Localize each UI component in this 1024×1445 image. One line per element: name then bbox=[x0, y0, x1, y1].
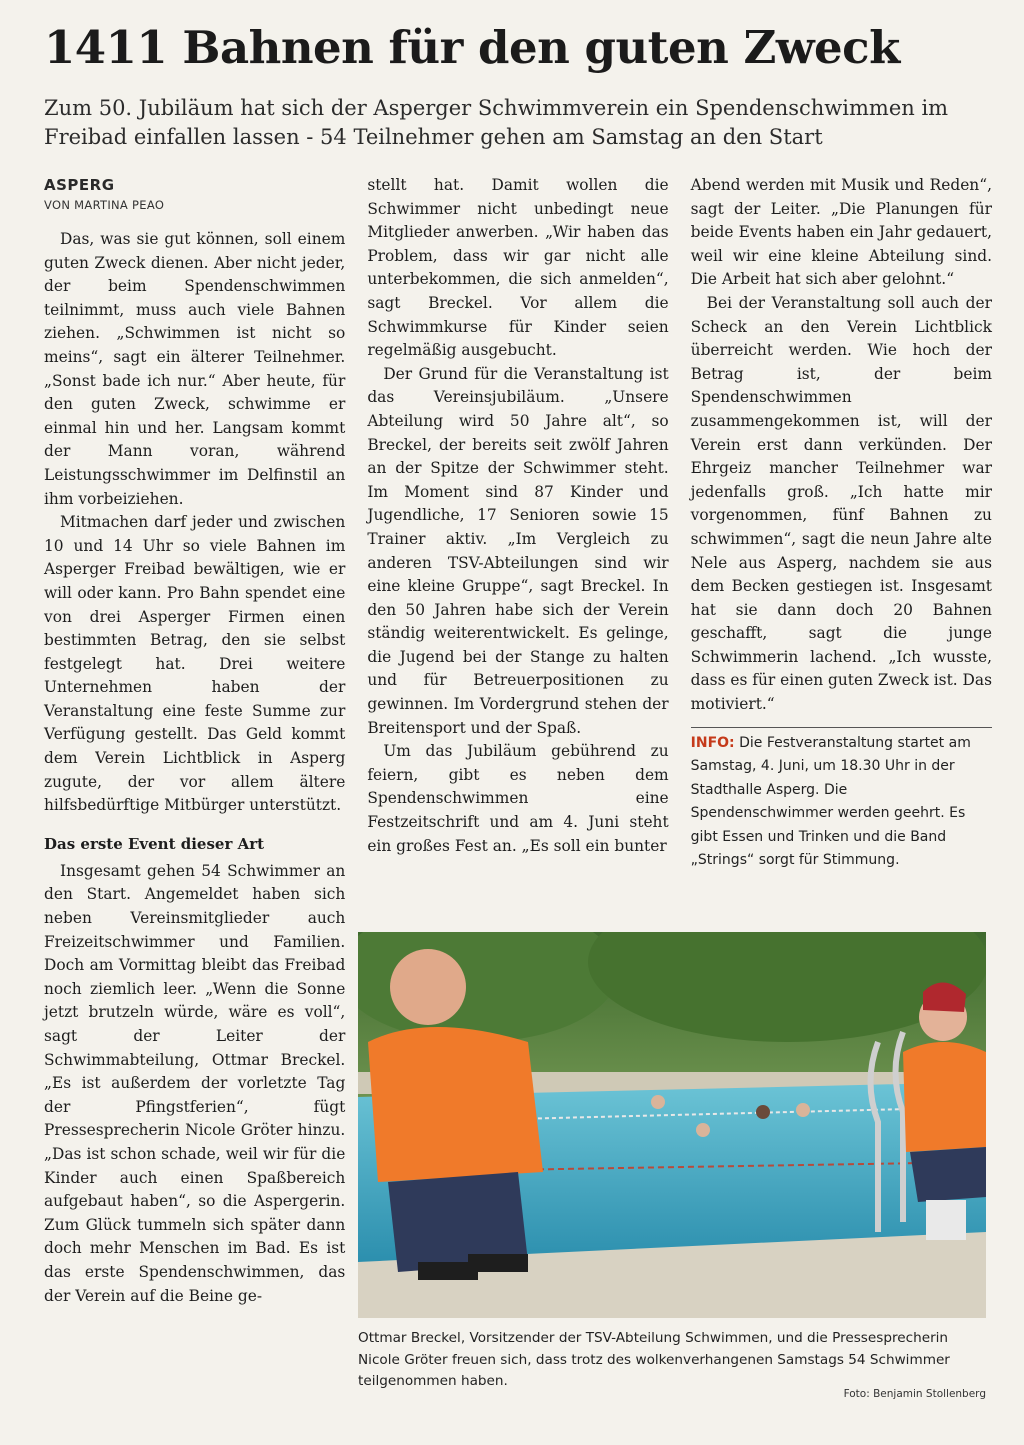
dateline: ASPERG bbox=[44, 176, 115, 194]
headline: 1411 Bahnen für den guten Zweck bbox=[44, 22, 900, 74]
info-divider bbox=[691, 727, 992, 728]
paragraph: Um das Jubiläum gebührend zu feiern, gibt es neben dem Spendenschwimmen eine Festzeitschrift und am 4. Juni steht ein großes Fest an. „Es soll ein bunter bbox=[367, 742, 669, 855]
photo-caption: Ottmar Breckel, Vorsitzender der TSV-Abteilung Schwimmen, und die Pressesprecherin Nicole Gröter freuen sich, dass trotz des wolkenverhangenen Samstags 54 Schwimmer teilgenommen haben. bbox=[358, 1330, 950, 1389]
column-1 bbox=[44, 174, 345, 1308]
byline: VON MARTINA PEAO bbox=[44, 198, 165, 212]
info-text: Die Festveranstaltung startet am Samstag, 4. Juni, um 18.30 Uhr in der Stadthalle Asperg. Die Spendenschwimmer werden geehrt. Es gibt Essen und Trinken und die Band „Strings“ sorgt für Stimmung. bbox=[690, 734, 971, 869]
photo-credit: Foto: Benjamin Stollenberg bbox=[843, 1388, 986, 1400]
swimmer-head bbox=[651, 1095, 665, 1109]
paragraph: stellt hat. Damit wollen die Schwimmer nicht unbedingt neue Mitglieder anwerben. „Wir haben das Problem, dass wir gar nicht alle unterbekommen, die sich anmelden“, sagt Breckel. Vor allem die Schwimmkurse für Kinder seien regelmäßig ausgebucht. bbox=[367, 176, 669, 360]
paragraph: Mitmachen darf jeder und zwischen 10 und 14 Uhr so viele Bahnen im Asperger Freibad bewältigen, wie er will oder kann. Pro Bahn spendet eine von drei Asperger Firmen einen bestimmten Betrag, den sie selbst festgelegt hat. Drei weitere Unternehmen haben der Veranstaltung eine feste Summe zur Verfügung gestellt. Das Geld kommt dem Verein Lichtblick in Asperg zugute, der vor allem ältere hilfsbedürftige Mitbürger unterstützt. bbox=[44, 513, 346, 815]
info-box bbox=[691, 732, 992, 873]
article-photo bbox=[358, 932, 986, 1318]
paragraph: Der Grund für die Veranstaltung ist das Vereinsjubiläum. „Unsere Abteilung wird 50 Jahre alt“, so Breckel, der bereits seit zwölf Jahren an der Spitze der Schwimmer steht. Im Moment sind 87 Kinder und Jugendliche, 17 Senioren sowie 15 Trainer aktiv. „Im Vergleich zu anderen TSV-Abteilungen sind wir eine kleine Gruppe“, sagt Breckel. In den 50 Jahren habe sich der Verein ständig weiterentwickelt. Es gelinge, die Jugend bei der Stange zu halten und für Betreuerpositionen zu gewinnen. Im Vordergrund stehen der Breitensport und der Spaß. bbox=[367, 364, 669, 737]
swimmer-head bbox=[756, 1105, 770, 1119]
swimmer-head bbox=[696, 1123, 710, 1137]
swimmer-head bbox=[796, 1103, 810, 1117]
paragraph: Abend werden mit Musik und Reden“, sagt der Leiter. „Die Planungen für beide Events haben ein Jahr gedauert, weil wir eine kleine Abteilung sind. Die Arbeit hat sich aber gelohnt.“ bbox=[690, 176, 992, 289]
paragraph: Insgesamt gehen 54 Schwimmer an den Start. Angemeldet haben sich neben Vereinsmitglieder auch Freizeitschwimmer und Familien. Doch am Vormittag bleibt das Freibad noch ziemlich leer. „Wenn die Sonne jetzt brutzeln würde, wäre es voll“, sagt der Leiter der Schwimmabteilung, Ottmar Breckel. „Es ist außerdem der vorletzte Tag der Pfingstferien“, fügt Pressesprecherin Nicole Gröter hinzu. „Das ist schon schade, weil wir für die Kinder auch einen Spaßbereich aufgebaut haben“, so die Aspergerin. Zum Glück tummeln sich später dann doch mehr Menschen im Bad. Es ist das erste Spendenschwimmen, das der Verein auf die Beine ge- bbox=[44, 861, 346, 1305]
pool-photo-illustration bbox=[358, 932, 986, 1318]
paragraph: Das, was sie gut können, soll einem guten Zweck dienen. Aber nicht jeder, der beim Spendenschwimmen teilnimmt, muss auch viele Bahnen ziehen. „Schwimmen ist nicht so meins“, sagt ein älterer Teilnehmer. „Sonst bade ich nur.“ Aber heute, für den guten Zweck, schwimme er einmal hin und her. Langsam kommt der Mann voran, während Leistungsschwimmer im Delfinstil an ihm vorbeiziehen. bbox=[44, 230, 346, 508]
info-label: INFO: bbox=[690, 734, 735, 751]
subheadline: Zum 50. Jubiläum hat sich der Asperger Schwimmverein ein Spendenschwimmen im Freibad einfallen lassen - 54 Teilnehmer gehen am Samstag an den Start bbox=[44, 96, 949, 149]
section-subtitle: Das erste Event dieser Art bbox=[44, 834, 265, 853]
paragraph: Bei der Veranstaltung soll auch der Scheck an den Verein Lichtblick überreicht werden. Wie hoch der Betrag ist, der beim Spendenschwimmen zusammengekommen ist, will der Verein erst dann verkünden. Der Ehrgeiz mancher Teilnehmer war jedenfalls groß. „Ich hatte mir vorgenommen, fünf Bahnen zu schwimmen“, sagt die neun Jahre alte Nele aus Asperg, nachdem sie aus dem Becken gestiegen ist. Insgesamt hat sie dann doch 20 Bahnen geschafft, sagt die junge Schwimmerin lachend. „Ich wusste, dass es für einen guten Zweck ist. Das motiviert.“ bbox=[690, 293, 992, 714]
